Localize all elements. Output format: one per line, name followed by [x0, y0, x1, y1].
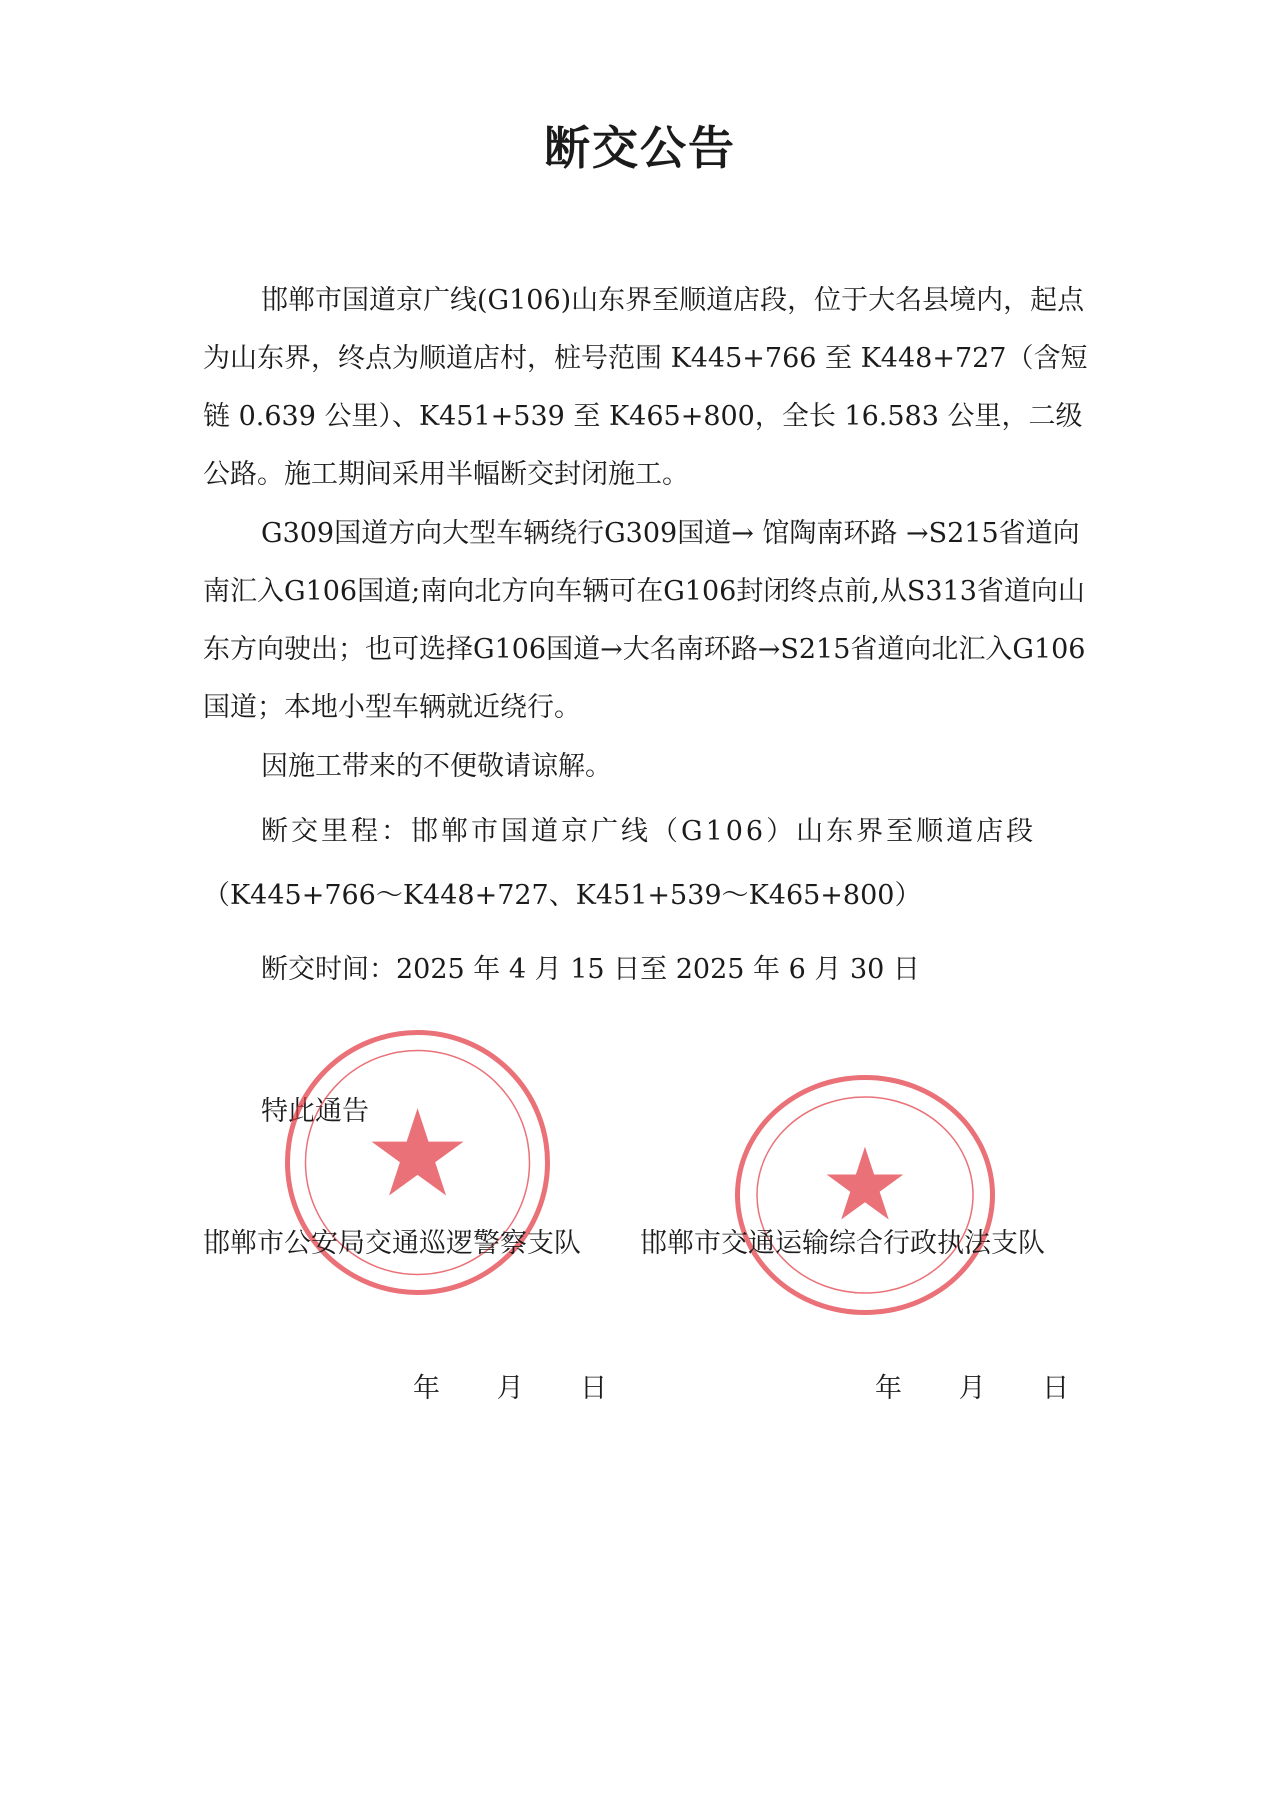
closure-mileage-range: （K445+766～K448+727、K451+539～K465+800） — [203, 880, 922, 911]
route-description-paragraph: 邯郸市国道京广线(G106)山东界至顺道店段，位于大名县境内，起点为山东界，终点为顺道店村，桩号范围 K445+766 至 K448+727（含短链 0.639 公里）、K451+539 至 K465+800，全长 16.583 公里，二级公路。施工期间采用半幅断交封闭施工。 — [203, 285, 1088, 490]
signatory-enforcement: 邯郸市交通运输综合行政执法支队 — [640, 1228, 1045, 1259]
detour-paragraph: G309国道方向大型车辆绕行G309国道→ 馆陶南环路 →S215省道向南汇入G106国道;南向北方向车辆可在G106封闭终点前,从S313省道向山东方向驶出；也可选择G106国道→大名南环路→S215省道向北汇入G106国道；本地小型车辆就近绕行。 — [203, 518, 1086, 723]
apology-paragraph: 因施工带来的不便敬请谅解。 — [261, 751, 612, 782]
closure-time: 断交时间：2025 年 4 月 15 日至 2025 年 6 月 30 日 — [261, 954, 920, 985]
star-icon: ★ — [820, 1126, 910, 1243]
closure-mileage-label: 断交里程：邯郸市国道京广线（G106）山东界至顺道店段 — [261, 816, 1037, 847]
notice-closing: 特此通告 — [261, 1096, 369, 1127]
enforcement-seal — [735, 1075, 995, 1315]
notice-title: 断交公告 — [544, 121, 736, 175]
date-blank-right: 年 月 日 — [875, 1373, 1070, 1404]
date-blank-left: 年 月 日 — [413, 1373, 608, 1404]
star-icon: ★ — [363, 1085, 472, 1224]
signatory-police: 邯郸市公安局交通巡逻警察支队 — [203, 1228, 581, 1259]
